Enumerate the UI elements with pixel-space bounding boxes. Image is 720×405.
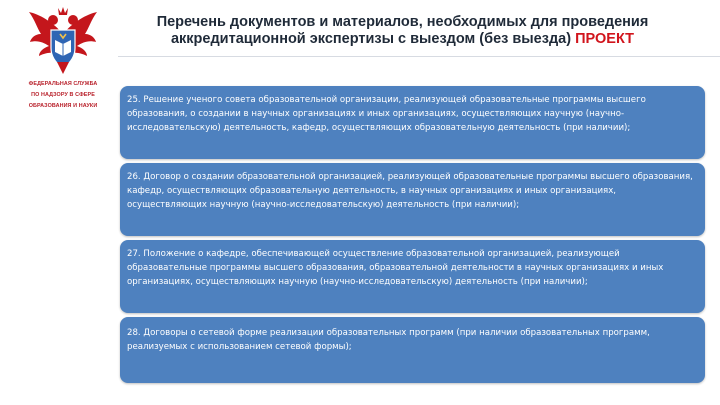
document-item-28: 28. Договоры о сетевой форме реализации образовательных программ (при наличии образовательных программ, реализуемых с использованием сетевой формы); [120,317,705,383]
logo-org-line-3: ОБРАЗОВАНИЯ И НАУКИ [28,103,98,109]
agency-logo [18,4,108,124]
page-title [120,14,685,48]
document-item-27: 27. Положение о кафедре, обеспечивающей осуществление образовательной организацией, реализующей образовательные программы высшего образования, образовательной деятельности в научных организациях и иных организациях, осуществляющих научную (научно-исследовательскую) деятельность (при наличии); [120,240,705,313]
document-item-26: 26. Договор о создании образовательной организацией, реализующей образовательные программы высшего образования, кафедр, осуществляющих образовательную деятельность, в научных организациях и иных организациях, осуществляющих научную (научно-исследовательскую) деятельность (при наличии); [120,163,705,236]
logo-org-line-2: ПО НАДЗОРУ В СФЕРЕ [31,92,95,98]
header-divider [118,56,720,57]
document-item-25: 25. Решение ученого совета образовательной организации, реализующей образовательные программы высшего образования, о создании в научных организациях и иных организациях, осуществляющих научную (научно-исследовательскую) деятельность, кафедр, осуществляющих образовательную деятельность (при наличии); [120,86,705,159]
page-title-line-1: Перечень документов и материалов, необходимых для проведения [156,14,649,30]
draft-tag: ПРОЕКТ [575,31,635,47]
page-title-line-2: аккредитационной экспертизы с выездом (без выезда) [170,31,572,47]
logo-org-line-1: ФЕДЕРАЛЬНАЯ СЛУЖБА [28,81,98,87]
double-headed-eagle-emblem-icon [27,4,99,76]
